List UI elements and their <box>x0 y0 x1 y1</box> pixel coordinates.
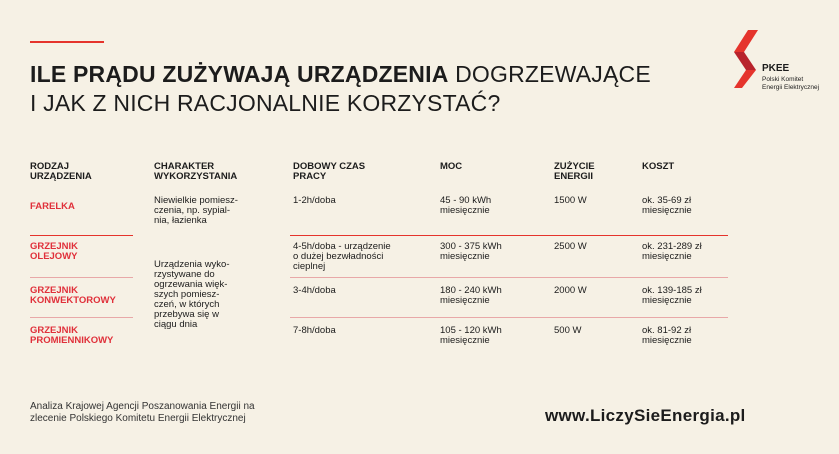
header-device-type: RODZAJ URZĄDZENIA <box>30 161 92 182</box>
logo-subtitle <box>762 76 834 92</box>
row-divider <box>30 277 133 278</box>
logo-subtitle-line2: Energii Elektrycznej <box>762 84 820 91</box>
header-cost: KOSZT <box>642 161 675 172</box>
pkee-logo <box>734 30 834 100</box>
row-energy: 2500 W <box>554 241 587 252</box>
logo-subtitle-line1: Polski Komitet <box>762 76 804 83</box>
row-divider <box>290 277 728 278</box>
row-divider <box>30 235 133 236</box>
row-daily-time: 4-5h/doba - urządzenie o dużej bezwładności cieplnej <box>293 241 391 272</box>
shared-usage: Urządzenia wyko- rzystywane do ogrzewania więk- szych pomiesz- czeń, w których przebywa się w ciągu dnia <box>154 259 230 330</box>
row-divider <box>30 317 133 318</box>
row-cost: ok. 81-92 zł miesięcznie <box>642 325 692 346</box>
device-name-olejowy: GRZEJNIK OLEJOWY <box>30 241 79 262</box>
title-line2: I JAK Z NICH RACJONALNIE KORZYSTAĆ? <box>30 90 501 116</box>
row-divider <box>290 235 728 236</box>
row-energy: 1500 W <box>554 195 587 206</box>
title-rest: DOGRZEWAJĄCE <box>455 61 651 87</box>
header-daily-time: DOBOWY CZAS PRACY <box>293 161 366 182</box>
row-power: 300 - 375 kWh miesięcznie <box>440 241 502 262</box>
source-note: Analiza Krajowej Agencji Poszanowania Energii na zlecenie Polskiego Komitetu Energii Elektrycznej <box>30 401 255 424</box>
row-daily-time: 3-4h/doba <box>293 285 336 296</box>
device-name-konwektorowy: GRZEJNIK KONWEKTOROWY <box>30 285 116 306</box>
row-power: 105 - 120 kWh miesięcznie <box>440 325 502 346</box>
row-daily-time: 1-2h/doba <box>293 195 336 206</box>
title-bold: ILE PRĄDU ZUŻYWAJĄ URZĄDZENIA <box>30 61 449 87</box>
device-name-promiennikowy: GRZEJNIK PROMIENNIKOWY <box>30 325 114 346</box>
header-usage: CHARAKTER WYKORZYSTANIA <box>154 161 238 182</box>
pkee-logo-mark-icon <box>734 30 760 88</box>
website-link[interactable]: www.LiczySieEnergia.pl <box>545 406 746 425</box>
row-energy: 2000 W <box>554 285 587 296</box>
row-energy: 500 W <box>554 325 582 336</box>
row-power: 180 - 240 kWh miesięcznie <box>440 285 502 306</box>
row-power: 45 - 90 kWh miesięcznie <box>440 195 492 216</box>
row-usage: Niewielkie pomiesz- czenia, np. sypial- nia, łazienka <box>154 195 238 226</box>
page-title <box>30 60 651 118</box>
accent-line <box>30 41 104 43</box>
row-daily-time: 7-8h/doba <box>293 325 336 336</box>
device-name-farelka: FARELKA <box>30 201 75 212</box>
row-divider <box>290 317 728 318</box>
header-power: MOC <box>440 161 463 172</box>
row-cost: ok. 139-185 zł miesięcznie <box>642 285 702 306</box>
row-cost: ok. 35-69 zł miesięcznie <box>642 195 692 216</box>
row-cost: ok. 231-289 zł miesięcznie <box>642 241 702 262</box>
header-energy-use: ZUŻYCIE ENERGII <box>554 161 595 182</box>
logo-name: PKEE <box>762 63 790 74</box>
